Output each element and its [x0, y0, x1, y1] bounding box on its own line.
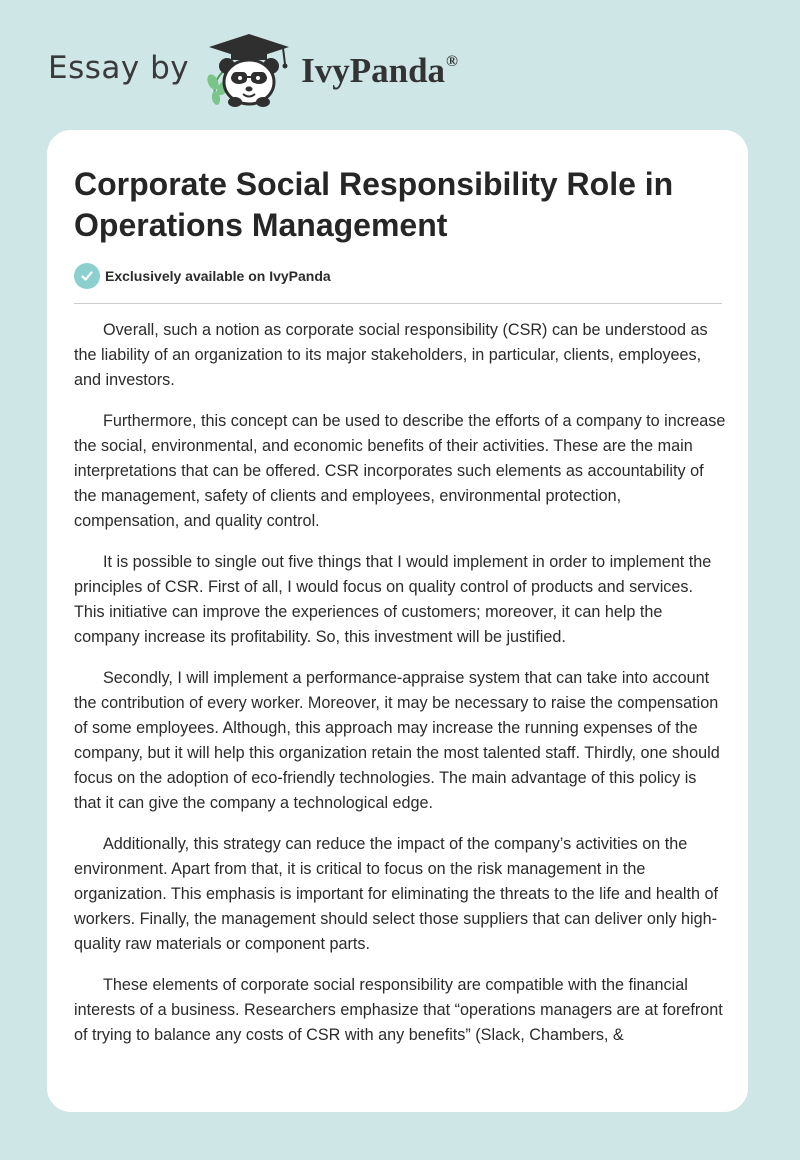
check-circle-icon	[74, 263, 100, 289]
divider	[74, 303, 722, 304]
page-title: Corporate Social Responsibility Role in Operations Management	[74, 166, 674, 243]
paragraph: Secondly, I will implement a performance-appraise system that can take into account the contribution of every worker. Moreover, it may be necessary to raise the compensation of some employees. Although, this approach may increase the running expenses of the company, but it will help this organization retain the most talented staff. Thirdly, one should focus on the adoption of eco-friendly technologies. The main advantage of this policy is that it can give the company a technological edge.	[74, 669, 720, 812]
panda-graduate-icon[interactable]	[203, 30, 295, 110]
paragraph: These elements of corporate social responsibility are compatible with the financial interests of a business. Researchers emphasize that “operations managers are at forefront of trying to balance any costs of CSR with any benefits” (Slack, Chambers, &	[74, 976, 723, 1044]
badge-label: Exclusively available on IvyPanda	[105, 268, 331, 284]
essay-by-label: Essay by	[48, 50, 190, 86]
paragraph: Overall, such a notion as corporate social responsibility (CSR) can be understood as the liability of an organization to its major stakeholders, in particular, clients, employees, and investors.	[74, 321, 708, 389]
site-header	[48, 30, 458, 110]
paragraph: It is possible to single out five things that I would implement in order to implement the principles of CSR. First of all, I would focus on quality control of products and services. This initiative can improve the experiences of customers; moreover, it can help the company increase its profitability. So, this investment will be justified.	[74, 553, 712, 646]
registered-mark: ®	[446, 53, 458, 70]
paragraph: Furthermore, this concept can be used to describe the efforts of a company to increase the social, environmental, and economic benefits of their activities. These are the main interpretations that can be offered. CSR incorporates such elements as accountability of the management, safety of clients and employees, environmental protection, compensation, and quality control.	[74, 412, 726, 530]
brand-text: IvyPanda	[301, 51, 446, 90]
paragraph: Additionally, this strategy can reduce the impact of the company’s activities on the environment. Apart from that, it is critical to focus on the risk management in the organization. This emphasis is important for eliminating the threats to the life and health of workers. Finally, the management should select those suppliers that can deliver only high-quality raw materials or component parts.	[74, 835, 718, 953]
essay-body	[74, 318, 726, 1064]
brand-name[interactable]	[301, 51, 458, 91]
essay-card	[47, 130, 748, 1112]
exclusive-badge	[74, 263, 331, 289]
